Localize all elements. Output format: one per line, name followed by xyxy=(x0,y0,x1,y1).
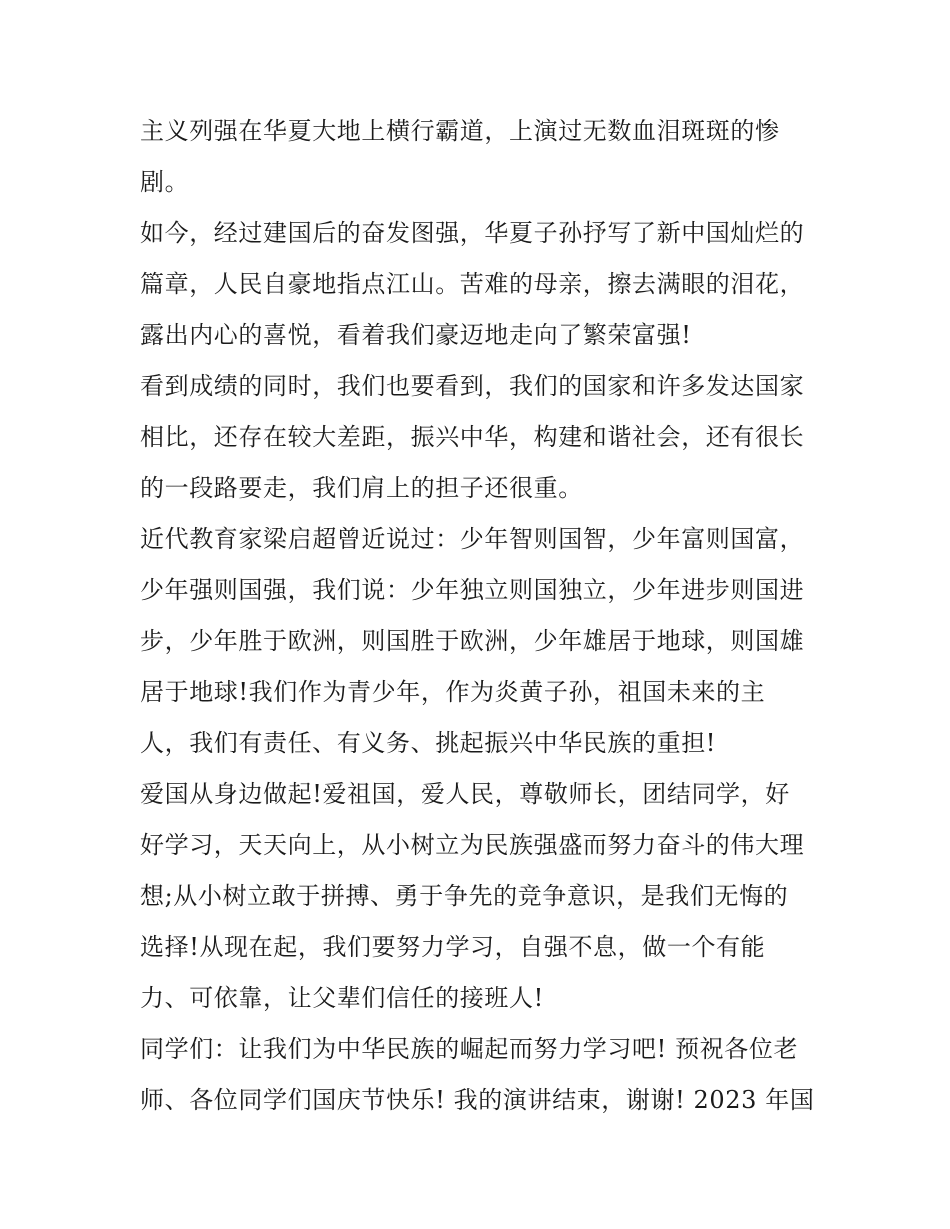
text-line-12: 居于地球!我们作为青少年，作为炎黄子孙，祖国未来的主 xyxy=(140,678,766,706)
text-line-6: 看到成绩的同时，我们也要看到，我们的国家和许多发达国家 xyxy=(140,372,805,400)
text-line-4: 篇章，人民自豪地指点江山。苦难的母亲，擦去满眼的泪花， xyxy=(140,270,805,298)
text-line-14: 爱国从身边做起!爱祖国，爱人民，尊敬师长，团结同学，好 xyxy=(140,780,790,808)
text-line-16: 想;从小树立敢于拼搏、勇于争先的竞争意识，是我们无悔的 xyxy=(140,882,789,910)
text-line-19: 同学们：让我们为中华民族的崛起而努力学习吧! 预祝各位老 xyxy=(140,1035,799,1063)
speech-body-text xyxy=(140,106,830,1126)
text-line-18: 力、可依靠，让父辈们信任的接班人! xyxy=(140,984,544,1012)
text-line-17: 选择!从现在起，我们要努力学习，自强不息，做一个有能 xyxy=(140,933,766,961)
text-line-13: 人，我们有责任、有义务、挑起振兴中华民族的重担! xyxy=(140,729,717,757)
text-line-3: 如今，经过建国后的奋发图强，华夏子孙抒写了新中国灿烂的 xyxy=(140,219,805,247)
text-line-10: 少年强则国强，我们说：少年独立则国独立，少年进步则国进 xyxy=(140,576,805,604)
text-line-7: 相比，还存在较大差距，振兴中华，构建和谐社会，还有很长 xyxy=(140,423,805,451)
text-line-11: 步，少年胜于欧洲，则国胜于欧洲，少年雄居于地球，则国雄 xyxy=(140,627,805,655)
text-line-8: 的一段路要走，我们肩上的担子还很重。 xyxy=(140,474,583,502)
text-line-15: 好学习，天天向上，从小树立为民族强盛而努力奋斗的伟大理 xyxy=(140,831,805,859)
text-line-2: 剧。 xyxy=(140,168,190,196)
text-line-9: 近代教育家梁启超曾近说过：少年智则国智，少年富则国富， xyxy=(140,525,805,553)
text-line-20: 师、各位同学们国庆节快乐! 我的演讲结束，谢谢! 2023 年国 xyxy=(140,1086,815,1114)
text-line-5: 露出内心的喜悦，看着我们豪迈地走向了繁荣富强! xyxy=(140,321,692,349)
text-line-1: 主义列强在华夏大地上横行霸道，上演过无数血泪斑斑的惨 xyxy=(140,117,780,145)
